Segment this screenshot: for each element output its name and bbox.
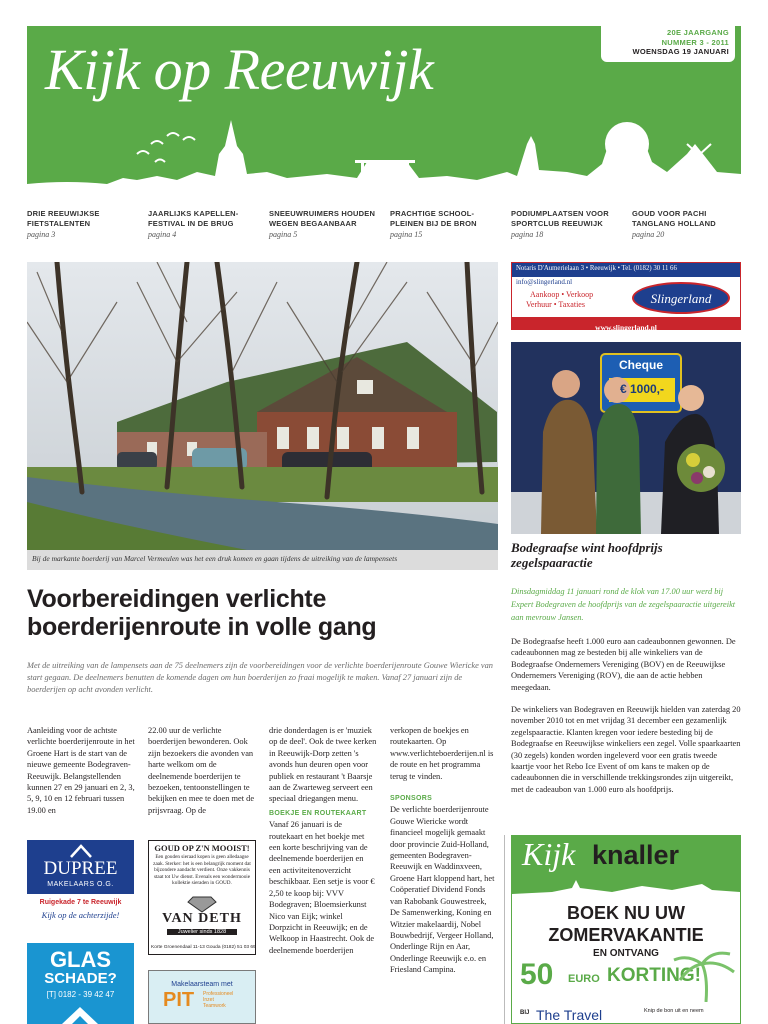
teaser-title: SNEEUWRUIMERS HOUDEN WEGEN BEGAANBAAR (269, 209, 376, 228)
article-column-1 (27, 725, 135, 816)
vandeth-ad[interactable] (148, 840, 256, 955)
cheque-label: Cheque (618, 358, 663, 372)
slingerland-address: Notaris D'Aumerielaan 3 • Reeuwijk • Tel. (0182) 30 11 66 (516, 265, 677, 272)
glasschade-ad[interactable] (27, 943, 134, 1024)
dupree-brand: DUPREE (43, 858, 118, 879)
teaser-title: JAARLIJKS KAPELLEN-FESTIVAL IN DE BRUG (148, 209, 239, 228)
kijkknaller-ad[interactable] (511, 835, 741, 1024)
photo-caption-bar (27, 550, 498, 570)
slingerland-brand: Slingerland (650, 291, 712, 306)
column-text: Vanaf 26 januari is de routekaart en het boekje met een korte beschrijving van de deelnemende boerderijen en een activiteitenoverzicht beschikbaar. Een setje is voor € 2,50 te koop bij: VVV Bodegraven; Bloemsierkunst Nico van Eijk; winkel Dorpzicht in Reeuwijk; en de Welkoop in Haastrecht. Ook de deelnemende boerderijen (269, 820, 375, 955)
kijkknaller-skyline (512, 878, 740, 900)
glas-line-1: GLAS (49, 947, 112, 972)
kijkknaller-brand: The Travel (536, 1007, 603, 1023)
teaser-page: pagina 3 (27, 230, 56, 239)
teaser-page: pagina 20 (632, 230, 665, 239)
side-headline: Bodegraafse wint hoofdprijs zegelspaaractie (511, 540, 663, 570)
main-headline: Voorbereidingen verlichte boerderijenroute in volle gang (27, 585, 377, 641)
vandeth-since: Juwelier sinds 1828 (167, 929, 237, 935)
column-divider (504, 835, 505, 1024)
cheque-amount: € 1000,- (619, 382, 665, 396)
slingerland-services-1: Aankoop • Verkoop (530, 290, 594, 299)
dupree-ad[interactable] (27, 840, 134, 927)
pit-brand: PIT (163, 989, 195, 1011)
main-lead: Met de uitreiking van de lampensets aan de 75 deelnemers zijn de voorbereidingen voor de verlichte boerderijenroute Gouwe Wiericke van start gegaan. De deelnemers benutten de komende dagen om hun boerderijen zo fraai mogelijk te maken. Vanaf 27 januari zijn de boerderijen op acht avonden verlicht. (27, 661, 493, 695)
dupree-sub: MAKELAARS O.G. (47, 881, 114, 888)
kijkknaller-euro: EURO (568, 973, 600, 985)
masthead (27, 26, 741, 206)
kijkknaller-note: Knip de bon uit en neem (644, 1008, 704, 1014)
kijkknaller-kijk: Kijk (522, 836, 576, 872)
subheading-sponsors: SPONSORS (390, 795, 433, 803)
teaser-6[interactable] (632, 209, 741, 239)
kijkknaller-line-3: EN ONTVANG (593, 948, 659, 959)
column-text: verkopen de boekjes en routekaarten. Op www.verlichteboerderijen.nl is de route en het programma terug te vinden. (390, 726, 494, 781)
masthead-title: Kijk op Reeuwijk (45, 37, 434, 102)
side-lead: Dinsdagmiddag 11 januari rond de klok van 17.00 uur werd bij Expert Bodegraven de hoofdprijs van de zegelspaaractie uitgereikt aan mevrouw Jansen. (511, 587, 736, 622)
palm-tree-icon (672, 946, 738, 1002)
article-column-4 (390, 725, 498, 976)
column-text: De verlichte boerderijenroute Gouwe Wiericke wordt financieel mogelijk gemaakt door provincie Zuid-Holland, gemeenten Bodegraven-Reeuwijk en Waddinxveen, Groene Hart kloppend hart, het Coöperatief Dividend Fonds van Rabobank Gouwestreek, De Samenwerking, Koning en Witzier makelaardij, Nobel Bouwbedrijf, Vergeer Holland, Onderlinge Rijn en Aar, Onderlinge Reeuwijk e.o. en Friesland Campina. (390, 805, 495, 975)
teaser-3[interactable] (269, 209, 381, 239)
slingerland-services-2: Verhuur • Taxaties (526, 300, 585, 309)
house-icon (60, 1005, 100, 1024)
column-text: Aanleiding voor de achtste verlichte boerderijenroute in het Groene Hart is de start van de nieuwe gemeente Bodegraven-Reeuwijk. Belangstellenden kunnen 27 en 29 januari en 2, 3, 5, 9, 10 en 12 februari tussen 19.00 en (27, 726, 135, 815)
teaser-page: pagina 18 (511, 230, 544, 239)
subheading-routekaart: BOEKJE EN ROUTEKAART (269, 809, 367, 817)
farmhouse-photo (27, 262, 498, 550)
teaser-title: PRACHTIGE SCHOOL-PLEINEN BIJ DE BRON (390, 209, 477, 228)
pit-makelaars-ad[interactable] (148, 970, 256, 1024)
side-paragraph-2: De winkeliers van Bodegraven en Reeuwijk hielden van zaterdag 20 november 2010 tot en met vrijdag 31 december een gezamenlijk zegelspaaractie. Klanten kregen voor iedere besteding bij de Bodegraafse en Reeuwijkse winkeliers een zegel. Volle spaarkaarten (30 zegels) konden worden ingeleverd voor een gratis tweede kaartje voor het Rebo Ice Event of om kans te maken op de cadeaubonnen die in verschillende trekkingsrondes zijn uitgereikt, met de cadeaubon van 1.000 euro als hoofdprijs. (511, 705, 741, 794)
skyline-illustration (27, 114, 741, 206)
teaser-2[interactable] (148, 209, 260, 239)
glas-line-2: SCHADE? (44, 970, 117, 987)
pit-tags: Professioneel Inzet Teamwork (203, 991, 234, 1009)
issue-volume: 20E JAARGANG (667, 28, 729, 37)
column-text: drie donderdagen is er 'muziek op de deel'. Ook de twee kerken in Reeuwijk-Dorp zetten 's avonds hun deuren open voor publiek en restaurant 't Baarsje aan de Zwarteweg serveert een speciaal driegangen menu. (269, 726, 377, 804)
article-column-3 (269, 725, 377, 956)
issue-number: NUMMER 3 - 2011 (661, 37, 729, 47)
dupree-slogan: Kijk op de achterzijde! (41, 910, 120, 920)
slingerland-ad[interactable] (511, 262, 741, 330)
teaser-title: GOUD VOOR PACHI TANGLANG HOLLAND (632, 209, 716, 228)
teaser-page: pagina 4 (148, 230, 177, 239)
teaser-5[interactable] (511, 209, 623, 239)
dupree-address: Ruigekade 7 te Reeuwijk (39, 899, 122, 906)
slingerland-url[interactable]: www.slingerland.nl (595, 323, 657, 332)
issue-box (601, 26, 735, 62)
teaser-title: DRIE REEUWIJKSE FIETSTALENTEN (27, 209, 100, 228)
article-column-2 (148, 725, 256, 816)
side-paragraph-1: De Bodegraafse heeft 1.000 euro aan cadeaubonnen gewonnen. De cadeaubonnen mag ze besteden bij alle winkeliers van de Bodegraafse Ondernemers Vereniging (BOV) en de Reeuwijkse Ondernemers Vereniging (ROV), die aan de actie hebben meegedaan. (511, 637, 736, 692)
teaser-page: pagina 15 (390, 230, 423, 239)
photo-caption: Bij de markante boerderij van Marcel Vermeulen was het een druk komen en gaan tijdens de uitreiking van de lampensets (32, 554, 398, 563)
teaser-page: pagina 5 (269, 230, 298, 239)
kijkknaller-line-2: ZOMERVAKANTIE (548, 925, 704, 945)
kijkknaller-amount: 50 (520, 958, 554, 991)
glas-phone: [T] 0182 - 39 42 47 (46, 990, 115, 999)
vandeth-brand: VAN DETH (162, 911, 242, 926)
teaser-4[interactable] (390, 209, 502, 239)
column-text: 22.00 uur de verlichte boerderijen bewonderen. Ook zijn bezoekers die avonden van harte welkom om de deelnemende boerderijen te bezoeken, tentoonstellingen te bekijken en mee te doen met de prijsvraag. Op de (148, 726, 255, 815)
pit-line-1: Makelaarsteam met (171, 981, 233, 988)
teaser-title: PODIUMPLAATSEN VOOR SPORTCLUB REEUWIJK (511, 209, 609, 228)
side-body (511, 636, 741, 795)
kijkknaller-bij: BIJ (520, 1010, 530, 1016)
kijkknaller-knaller: knaller (592, 840, 680, 870)
vandeth-address: Korte Groenendaal 11-13 Gouda (0182) 51 03 69 (151, 945, 256, 950)
slingerland-email: info@slingerland.nl (516, 278, 573, 286)
cheque-photo (511, 342, 741, 534)
house-roof-icon (69, 844, 93, 858)
kijkknaller-korting: KORTING! (607, 965, 701, 986)
slingerland-logo (632, 282, 730, 314)
vandeth-title: GOUD OP Z'N MOOIST! (154, 843, 250, 853)
teaser-1[interactable] (27, 209, 139, 239)
issue-date: WOENSDAG 19 JANUARI (632, 47, 729, 56)
kijkknaller-line-1: BOEK NU UW (567, 903, 685, 923)
vandeth-text: Een gouden sieraad kopen is geen alledaagse zaak. Sterker: het is een belangrijk moment dat bijzondere aandacht verdient. Onze vakkennis staat tot Uw dienst. Evenals een wondermooie kollektie sieraden in GOUD. (153, 854, 251, 886)
